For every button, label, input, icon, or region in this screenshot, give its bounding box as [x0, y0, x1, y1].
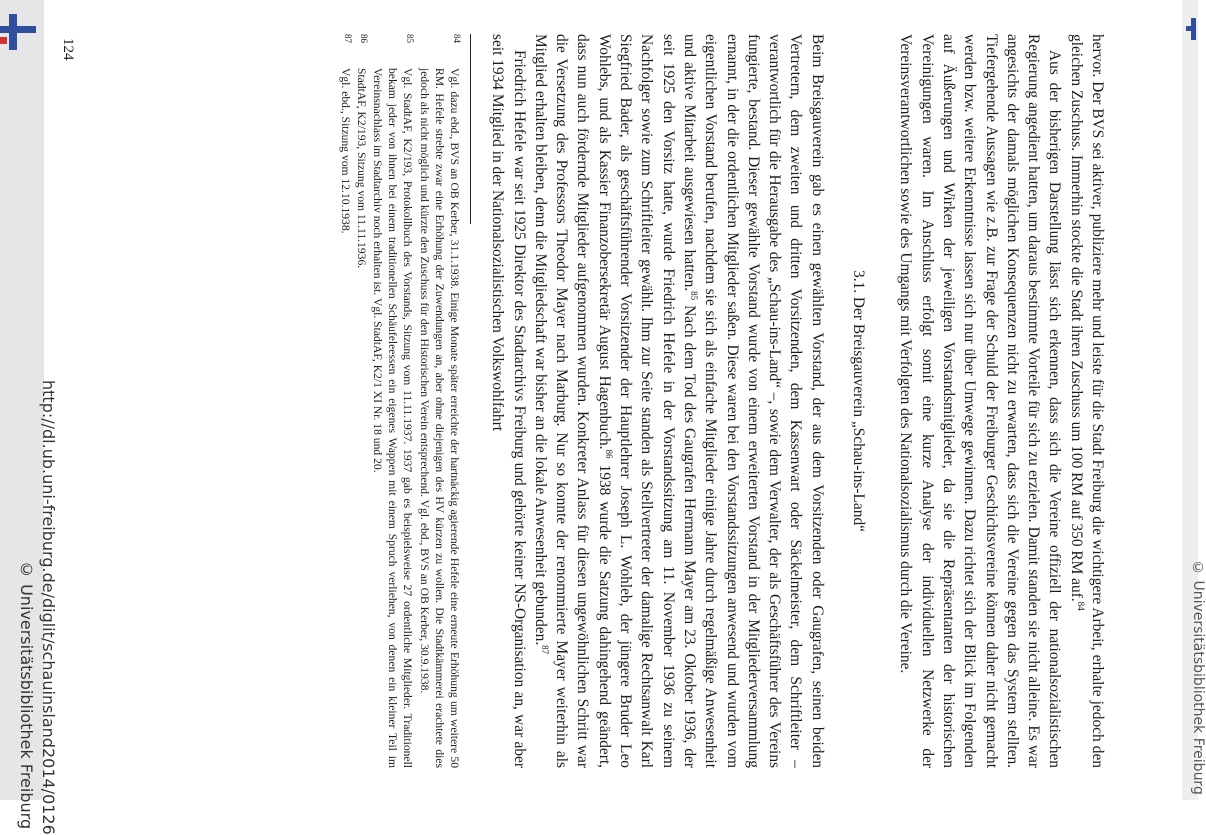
watermark-copyright-top: © Universitätsbibliothek Freiburg — [1190, 560, 1206, 795]
watermark-copyright: © Universitätsbibliothek Freiburg — [17, 560, 36, 830]
scanned-page — [44, 0, 1182, 800]
page-number: 124 — [60, 38, 76, 61]
footnote-ref-85: 85 — [689, 291, 700, 301]
main-paragraph-1: Beim Breisgauverein gab es einen gewählten Vorstand, der aus dem Vorsitzenden oder Gaugrafen, seinen beiden Vertretern, dem zweiten und dritten Vorsitzenden, dem Kassenwart oder Säckelmeister, dem Schriftleiter – verantwortlich für die Herausgabe des „Schau-ins-Land“ –, sowie dem Verwalter, der als Geschäftsführer des Vereins fungierte, bestand. Dieser gewählte Vorstand wurde von einem erweiterten Vorstand in der Mitgliederversammlung ernannt, in der die ordentlichen Mitglieder saßen. Diese waren bei den Vorstandssitzungen anwesend und wurden vom eigentlichen Vorstand berufen, nachdem sie sich als einfache Mitglieder einige Jahre durch regelmäßige Anwesenheit und aktive Mitarbeit ausgewiesen hatten.$^{85}$ Nach dem Tod des Gaugrafen Hermann Mayer am 23. Oktober 1936, der seit 1925 den Vorsitz hatte, wurde Friedrich Hefele in der Vorstandssitzung am 11. November 1936 zu seinem Nachfolger sowie zum Schriftleiter gewählt. Ihm zur Seite standen als Stellvertreter der damalige Rechtsanwalt Karl Siegfried Bader, als geschäftsführender Vorsitzender der Hauptlehrer Joseph L. Wohleb, der jüngere Bruder Leo Wohlebs, und als Kassier Finanzobersekretär August Hagenbuch.$^{86}$ 1938 wurde die Satzung dahingehend geändert, dass nun auch fördernde Mitglieder aufgenommen wurden. Konkreter Anlass für diesen ungewöhnlichen Schritt war die Versetzung des Professors Theodor Mayer nach Marburg. Nur so konnte der renommierte Mayer weiterhin als Mitglied erhalten bleiben, denn die Mitgliedschaft war bisher an die lokale Anwesenheit gebunden.$^{87}$ — [531, 34, 826, 768]
footnote: 85 Vgl. StadtAF, K2/193, Protokollbuch des Vorstands, Sitzung vom 11.11.1937. 1937 gab es beispielsweise 27 ordentliche Mitglieder. Traditionell bekam jeder von ihnen bei einem traditionellen Schäufeleessen ein eigenes Wappen mit einem Spruch verliehen, von denen ein kleiner Teil im Vereinsnachlass im Stadtarchiv noch erhalten ist. Vgl. StadtAF, K2/1 XI Nr. 18 und 20. — [370, 34, 416, 768]
footnote-ref-86: 86 — [603, 449, 614, 459]
intro-paragraph-1: hervor. Der BVS sei aktiver, publiziere mehr und leiste für die Stadt Freiburg die wichtigere Arbeit, erhalte jedoch den gleichen Zuschuss. Immerhin stockte die Stadt ihren Zuschuss um 100 RM auf 350 RM auf.$^{84}$ — [1067, 34, 1106, 768]
footnote-ref-84: 84 — [1075, 601, 1086, 611]
footnote: 87 Vgl. ebd., Sitzung vom 12.10.1938. — [338, 34, 353, 234]
ub-logo-edge-icon — [1186, 18, 1196, 40]
intro-paragraph-2: Aus der bisherigen Darstellung lässt sich erkennen, dass sich die Vereine offiziell der nationalsozialistischen Regierung angedient hatten, um daraus bestimmte Vorteile für sich zu erzielen. Damit standen sie nicht alleine. Es war angesichts der damals möglichen Konsequenzen nicht zu erwarten, dass sich die Vereine gegen das System stellten. Tiefergehende Aussagen wie z.B. zur Frage der Schuld der Freiburger Geschichtsvereine können daher nicht gemacht werden bzw. weitere Erkenntnisse lassen sich nur über Umwege gewinnen. Dazu richtet sich der Blick im Folgenden auf Äußerungen und Wirken der jeweiligen Vorstandsmitglieder, da sie die Repräsentanten der historischen Vereinigungen waren. Im Anschluss erfolgt somit eine kurze Analyse der individuellen Netzwerke der Vereinsverantwortlichen sowie des Umgangs mit Verfolgten des Nationalsozialismus durch die Vereine. — [897, 34, 1064, 768]
footnote-ref-87: 87 — [540, 645, 550, 655]
footnote: 86 StadtAF, K2/193, Sitzung vom 11.11.1936. — [354, 34, 369, 269]
ub-logo-icon — [0, 14, 36, 50]
footnote: 84 Vgl. dazu ebd., BVS an OB Kerber, 31.1.1938. Einige Monate später erreichte der hartnäckig agierende Hefele eine erneute Erhöhung um weitere 50 RM. Hefele strebte zwar eine Erhöhung der Zuwendungen an, aber ohne diejenigen des HV kürzen zu wollen. Die Stadtkämmerei erachtete dies jedoch als nicht möglich und kürzte den Zuschuss für den Historischen Verein entsprechend. Vgl. ebd., BVS an OB Kerber, 30.9.1938. — [417, 34, 462, 768]
section-title: 3.1. Der Breisgauverein „Schau-ins-Land“ — [850, 270, 868, 532]
footnote-separator — [470, 34, 471, 224]
watermark-url: http://dl.ub.uni-freiburg.de/diglit/schauinsland2014/0126 — [39, 380, 58, 835]
main-paragraph-2: Friedrich Hefele war seit 1925 Direktor des Stadtarchivs Freiburg und gehörte keiner NS-Organisation an, war aber seit 1934 Mitglied in der Nationalsozialistischen Volkswohlfahrt — [489, 34, 528, 768]
